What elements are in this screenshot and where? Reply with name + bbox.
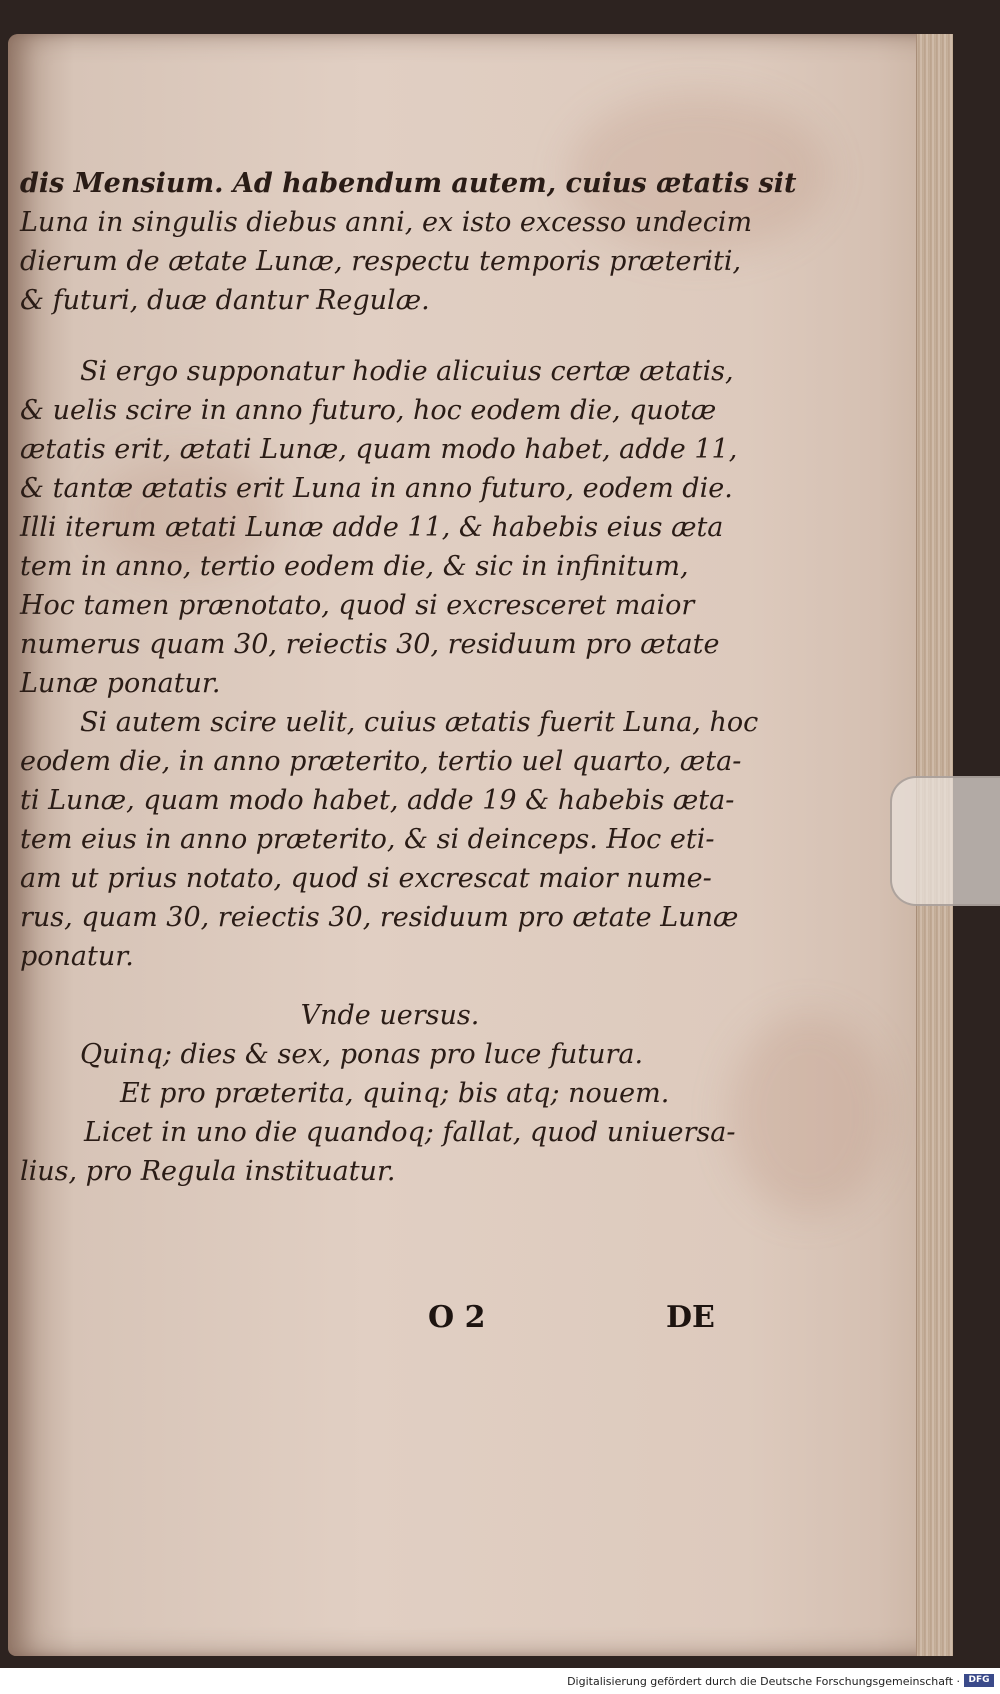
text-line: am ut prius notato, quod si excrescat maior nume- xyxy=(20,863,712,894)
verse-line: Et pro præterita, quinq; bis atq; nouem. xyxy=(120,1078,670,1109)
text-line: ætatis erit, ætati Lunæ, quam modo habet, adde 11, xyxy=(20,434,738,465)
text-line: numerus quam 30, reiectis 30, residuum pro ætate xyxy=(20,629,720,660)
text-line: & futuri, duæ dantur Regulæ. xyxy=(20,285,430,316)
signature-mark: O 2 xyxy=(428,1300,486,1335)
verse-line: Licet in uno die quandoq; fallat, quod uniuersa- xyxy=(84,1117,736,1148)
verse-line: lius, pro Regula instituatur. xyxy=(20,1156,396,1187)
text-line: & tantæ ætatis erit Luna in anno futuro, eodem die. xyxy=(20,473,733,504)
page-tab-marker xyxy=(890,776,1000,906)
text-line: & uelis scire in anno futuro, hoc eodem die, quotæ xyxy=(20,395,717,426)
text-line: Hoc tamen prænotato, quod si excresceret maior xyxy=(20,590,695,621)
footer-credit: Digitalisierung gefördert durch die Deutsche Forschungsgemeinschaft · xyxy=(567,1675,960,1688)
catchword: DE xyxy=(666,1300,715,1335)
page-text xyxy=(20,164,797,1191)
text-line: dis Mensium. Ad habendum autem, cuius ætatis sit xyxy=(20,168,797,199)
paragraph-gap xyxy=(20,976,720,996)
footer xyxy=(0,1668,1000,1694)
dfg-logo: DFG xyxy=(964,1674,994,1687)
text-line: tem in anno, tertio eodem die, & sic in infinitum, xyxy=(20,551,689,582)
text-line: Si autem scire uelit, cuius ætatis fuerit Luna, hoc xyxy=(80,707,759,738)
text-line: tem eius in anno præterito, & si deinceps. Hoc eti- xyxy=(20,824,715,855)
stain xyxy=(728,1014,888,1214)
text-line: ponatur. xyxy=(20,941,134,972)
text-line: ti Lunæ, quam modo habet, adde 19 & habebis æta- xyxy=(20,785,735,816)
verse-heading: Vnde uersus. xyxy=(300,1000,480,1031)
paragraph-gap xyxy=(20,320,720,352)
book-page xyxy=(8,34,953,1656)
text-line: Illi iterum ætati Lunæ adde 11, & habebis eius æta xyxy=(20,512,724,543)
text-line: rus, quam 30, reiectis 30, residuum pro ætate Lunæ xyxy=(20,902,739,933)
verse-line: Quinq; dies & sex, ponas pro luce futura. xyxy=(80,1039,644,1070)
text-line: Si ergo supponatur hodie alicuius certæ ætatis, xyxy=(80,356,734,387)
text-line: Lunæ ponatur. xyxy=(20,668,221,699)
text-line: dierum de ætate Lunæ, respectu temporis præteriti, xyxy=(20,246,742,277)
text-line: eodem die, in anno præterito, tertio uel quarto, æta- xyxy=(20,746,742,777)
text-line: Luna in singulis diebus anni, ex isto excesso undecim xyxy=(20,207,753,238)
